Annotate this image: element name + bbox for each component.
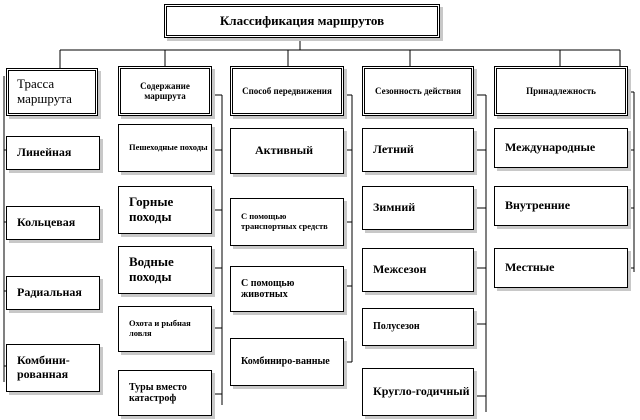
- item-combined-method: [230, 338, 344, 386]
- header-route-content-text: Содержание маршрута: [140, 80, 190, 101]
- item-half-season-text: Полусезон: [373, 321, 420, 333]
- item-local: [494, 248, 628, 288]
- diagram-title-text: Классификация маршрутов: [219, 12, 385, 28]
- item-winter: [362, 186, 474, 230]
- item-disaster-tours: [118, 370, 212, 416]
- header-route-content: [118, 66, 212, 116]
- item-mountain-text: Горные походы: [129, 194, 174, 224]
- header-route-track: [6, 68, 98, 116]
- item-animals: [230, 266, 344, 312]
- item-summer: [362, 128, 474, 172]
- item-water-text: Водные походы: [129, 254, 174, 284]
- item-combined-track: [6, 344, 100, 392]
- header-movement-method: [230, 66, 344, 116]
- header-affiliation-text: Принадлежность: [526, 85, 596, 96]
- item-winter-text: Зимний: [373, 200, 416, 215]
- item-combined-method-text: Комбиниро-ванные: [241, 356, 330, 368]
- header-seasonality: [362, 66, 474, 116]
- item-hunting-fishing: [118, 306, 212, 352]
- item-half-season: [362, 308, 474, 346]
- item-mountain: [118, 186, 212, 234]
- item-hiking: [118, 124, 212, 172]
- item-water: [118, 246, 212, 294]
- item-off-season: [362, 248, 474, 292]
- item-domestic: [494, 186, 628, 226]
- item-disaster-tours-text: Туры вместо катастроф: [129, 381, 187, 404]
- item-year-round-text: Кругло-годичный: [373, 384, 470, 399]
- item-active-text: Активный: [255, 143, 314, 158]
- item-circular-text: Кольцевая: [17, 215, 76, 230]
- item-radial-text: Радиальная: [17, 285, 82, 300]
- item-domestic-text: Внутренние: [505, 198, 571, 213]
- header-seasonality-text: Сезонность действия: [374, 85, 462, 96]
- item-linear: [6, 136, 100, 170]
- item-combined-track-text: Комбини-рованная: [17, 353, 70, 381]
- item-year-round: [362, 368, 474, 416]
- header-affiliation: [494, 66, 628, 116]
- item-radial: [6, 276, 100, 310]
- item-local-text: Местные: [505, 260, 555, 275]
- header-movement-method-text: Способ передвижения: [242, 85, 332, 96]
- item-active: [230, 128, 344, 174]
- item-international-text: Международные: [505, 140, 596, 155]
- item-transport-text: С помощью транспортных средств: [241, 211, 328, 231]
- item-hiking-text: Пешеходные походы: [129, 142, 208, 153]
- item-international: [494, 128, 628, 168]
- item-animals-text: С помощью животных: [241, 277, 295, 300]
- item-hunting-fishing-text: Охота и рыбная ловля: [129, 318, 191, 338]
- item-transport: [230, 198, 344, 246]
- header-route-track-text: Трасса маршрута: [17, 76, 72, 106]
- diagram-title: [164, 4, 440, 38]
- item-linear-text: Линейная: [17, 145, 72, 160]
- item-circular: [6, 206, 100, 240]
- item-off-season-text: Межсезон: [373, 262, 427, 277]
- item-summer-text: Летний: [373, 142, 414, 157]
